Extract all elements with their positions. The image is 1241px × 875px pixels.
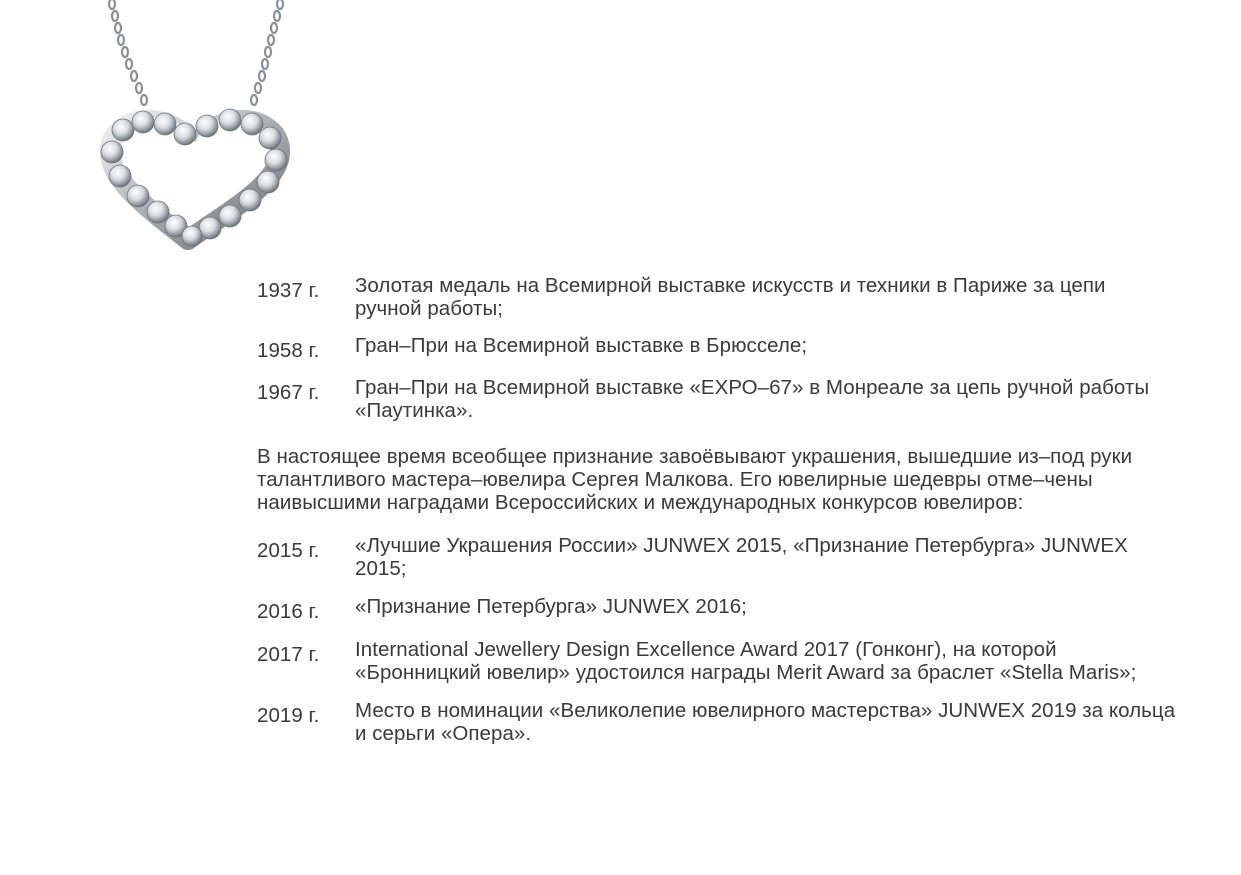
award-entry — [257, 638, 1177, 684]
award-text: Место в номинации «Великолепие ювелирного мастерства» JUNWEX 2019 за кольца и серьги «Опера». — [355, 699, 1176, 745]
award-year: 1967 г. — [257, 381, 320, 404]
early-awards-list — [257, 274, 1177, 422]
chain-right — [251, 0, 283, 105]
recent-awards-list — [257, 534, 1177, 745]
awards-content — [257, 274, 1177, 760]
chain-left — [109, 0, 147, 105]
award-text: Гран–При на Всемирной выставке «ЕХРО–67» в Монреале за цепь ручной работы «Паутинка». — [355, 376, 1150, 422]
award-text: Золотая медаль на Всемирной выставке искусств и техники в Париже за цепи ручной работы; — [355, 274, 1106, 320]
award-year: 1958 г. — [257, 339, 320, 362]
award-entry — [257, 534, 1177, 580]
award-entry — [257, 274, 1177, 320]
award-year: 2015 г. — [257, 539, 320, 562]
award-year: 2019 г. — [257, 704, 320, 727]
heart-pendant-image — [90, 0, 300, 255]
award-year: 2016 г. — [257, 600, 320, 623]
award-text: «Признание Петербурга» JUNWEX 2016; — [355, 595, 747, 618]
award-text: International Jewellery Design Excellence Award 2017 (Гонконг), на которой «Бронницкий ювелир» удостоился награды Merit Award за браслет «Stella Maris»; — [355, 638, 1137, 684]
award-text: «Лучшие Украшения России» JUNWEX 2015, «Признание Петербурга» JUNWEX 2015; — [355, 534, 1128, 580]
award-entry — [257, 334, 1177, 362]
award-entry — [257, 595, 1177, 623]
intro-paragraph: В настоящее время всеобщее признание завоёвывают украшения, вышедшие из–под руки талантливого мастера–ювелира Сергея Малкова. Его ювелирные шедевры отме–чены наивысшими наградами Всероссийских и международных конкурсов ювелиров: — [257, 445, 1133, 514]
award-year: 2017 г. — [257, 643, 320, 666]
award-year: 1937 г. — [257, 279, 320, 302]
award-entry — [257, 376, 1177, 422]
award-text: Гран–При на Всемирной выставке в Брюсселе; — [355, 334, 808, 357]
award-entry — [257, 699, 1177, 745]
